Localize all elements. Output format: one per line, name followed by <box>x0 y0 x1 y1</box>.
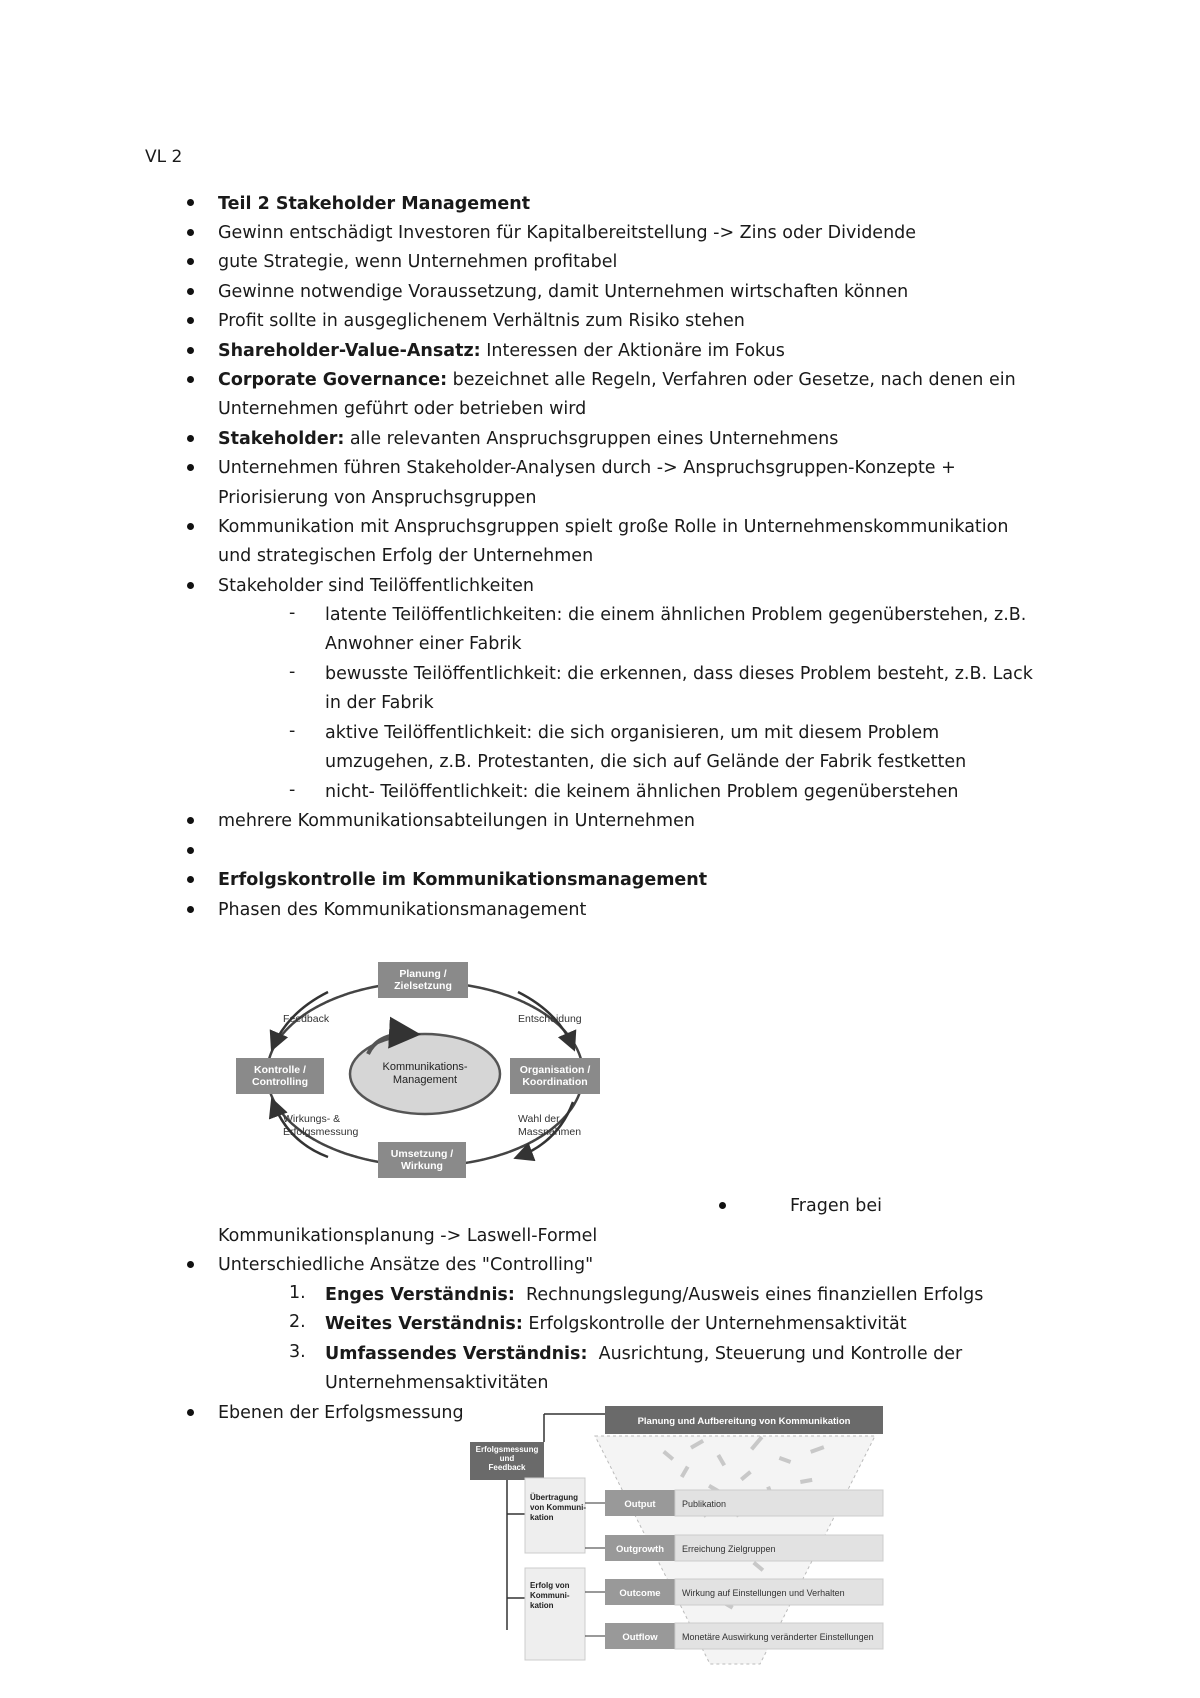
list-item-continuation: Unternehmen geführt oder betrieben wird <box>218 399 587 419</box>
list-item: Gewinne notwendige Voraussetzung, damit Unternehmen wirtschaften können <box>218 282 909 302</box>
row-desc: Monetäre Auswirkung veränderter Einstellungen <box>682 1632 874 1642</box>
row-label: Outcome <box>619 1588 661 1599</box>
list-item: Gewinn entschädigt Investoren für Kapitalbereitstellung -> Zins oder Dividende <box>218 223 917 243</box>
bullet-dot <box>187 906 194 913</box>
numbered-item: Umfassendes Verständnis: Ausrichtung, Steuerung und Kontrolle der <box>325 1344 963 1364</box>
numbered-item: Enges Verständnis: Rechnungslegung/Ausweis eines finanziellen Erfolgs <box>325 1285 984 1305</box>
bullet-dot <box>187 317 194 324</box>
list-item-continuation: Priorisierung von Anspruchsgruppen <box>218 488 537 508</box>
bullet-dot <box>187 347 194 354</box>
success-measurement-levels-diagram <box>470 1406 890 1668</box>
bullet-dot <box>187 1261 194 1268</box>
list-item: Unterschiedliche Ansätze des "Controlling" <box>218 1255 594 1275</box>
numbered-item: Weites Verständnis: Erfolgskontrolle der Unternehmensaktivität <box>325 1314 907 1334</box>
bullet-dot <box>187 817 194 824</box>
sub-item-continuation: umzugehen, z.B. Protestanten, die sich auf Gelände der Fabrik festketten <box>325 752 967 772</box>
side-box-label: Erfolgsmessung und Feedback <box>475 1445 539 1472</box>
list-item: Teil 2 Stakeholder Management <box>218 194 531 214</box>
bullet-dot <box>187 464 194 471</box>
label-feedback: Feedback <box>283 1013 330 1025</box>
sub-item-continuation: in der Fabrik <box>325 693 434 713</box>
list-item: Erfolgskontrolle im Kommunikationsmanagement <box>218 870 708 890</box>
list-item: mehrere Kommunikationsabteilungen in Unternehmen <box>218 811 695 831</box>
list-item: Phasen des Kommunikationsmanagement <box>218 900 587 920</box>
bullet-dot <box>719 1202 726 1209</box>
sub-item: bewusste Teilöffentlichkeit: die erkennen, dass dieses Problem besteht, z.B. Lack <box>325 664 1033 684</box>
list-item-continuation: Kommunikationsplanung -> Laswell-Formel <box>218 1226 598 1246</box>
box-left-label: Kontrolle / Controlling <box>252 1064 308 1088</box>
box-right-label: Organisation / Koordination <box>519 1064 591 1088</box>
page-heading: VL 2 <box>145 147 183 167</box>
sub-item: nicht- Teilöffentlichkeit: die keinem ähnlichen Problem gegenüberstehen <box>325 782 959 802</box>
bullet-dot <box>187 376 194 383</box>
row-desc: Wirkung auf Einstellungen und Verhalten <box>682 1588 845 1598</box>
list-item: Ebenen der Erfolgsmessung <box>218 1403 464 1423</box>
list-item: Stakeholder sind Teilöffentlichkeiten <box>218 576 534 596</box>
bullet-dot <box>187 229 194 236</box>
center-label: Kommunikations-Management <box>382 1061 468 1086</box>
group-success-label: Erfolg von Kommuni-kation <box>530 1581 570 1610</box>
row-desc: Publikation <box>682 1499 727 1509</box>
row-label: Outflow <box>622 1632 658 1643</box>
list-item: Kommunikation mit Anspruchsgruppen spielt große Rolle in Unternehmenskommunikation <box>218 517 1009 537</box>
list-item: Corporate Governance: bezeichnet alle Regeln, Verfahren oder Gesetze, nach denen ein <box>218 370 1016 390</box>
list-item: Stakeholder: alle relevanten Anspruchsgruppen eines Unternehmens <box>218 429 839 449</box>
list-item: Unternehmen führen Stakeholder-Analysen durch -> Anspruchsgruppen-Konzepte + <box>218 458 956 478</box>
bullet-dot <box>187 258 194 265</box>
label-wirkung: Wirkungs- & Erfolgsmessung <box>283 1113 359 1138</box>
row-label: Output <box>624 1499 656 1510</box>
list-item-continuation: und strategischen Erfolg der Unternehmen <box>218 546 594 566</box>
bullet-dot <box>187 582 194 589</box>
numbered-item-continuation: Unternehmensaktivitäten <box>325 1373 549 1393</box>
list-number: 1. <box>289 1283 306 1303</box>
dash-marker: - <box>289 780 296 800</box>
bullet-dot <box>187 435 194 442</box>
dash-marker: - <box>289 721 296 741</box>
list-item: Fragen bei <box>790 1196 882 1216</box>
bullet-dot <box>187 199 194 206</box>
list-item: gute Strategie, wenn Unternehmen profitabel <box>218 252 618 272</box>
bullet-dot <box>187 876 194 883</box>
group-transfer-label: Übertragung von Kommuni-kation <box>530 1493 586 1522</box>
bullet-dot <box>187 288 194 295</box>
dash-marker: - <box>289 603 296 623</box>
row-desc: Erreichung Zielgruppen <box>682 1544 776 1554</box>
sub-item-continuation: Anwohner einer Fabrik <box>325 634 522 654</box>
level-row-outflow <box>605 1623 883 1649</box>
row-label: Outgrowth <box>615 1544 665 1555</box>
list-number: 2. <box>289 1312 306 1332</box>
list-number: 3. <box>289 1342 306 1362</box>
bullet-dot <box>187 523 194 530</box>
sub-item: latente Teilöffentlichkeiten: die einem ähnlichen Problem gegenüberstehen, z.B. <box>325 605 1027 625</box>
level-row-outgrowth <box>605 1535 883 1561</box>
label-entscheidung: Entscheidung <box>518 1013 582 1025</box>
box-top-label: Planung / Zielsetzung <box>394 968 452 992</box>
list-item: Shareholder-Value-Ansatz: Interessen der Aktionäre im Fokus <box>218 341 785 361</box>
list-item: Profit sollte in ausgeglichenem Verhältnis zum Risiko stehen <box>218 311 745 331</box>
level-row-output <box>605 1490 883 1516</box>
level-row-outcome <box>605 1579 883 1605</box>
dash-marker: - <box>289 662 296 682</box>
communication-cycle-diagram <box>228 962 608 1182</box>
label-wahl: Wahl der Massnahmen <box>518 1113 582 1138</box>
box-bottom-label: Umsetzung / Wirkung <box>390 1148 454 1172</box>
top-bar-label: Planung und Aufbereitung von Kommunikation <box>637 1416 851 1427</box>
sub-item: aktive Teilöffentlichkeit: die sich organisieren, um mit diesem Problem <box>325 723 940 743</box>
bullet-dot <box>187 847 194 854</box>
bullet-dot <box>187 1409 194 1416</box>
